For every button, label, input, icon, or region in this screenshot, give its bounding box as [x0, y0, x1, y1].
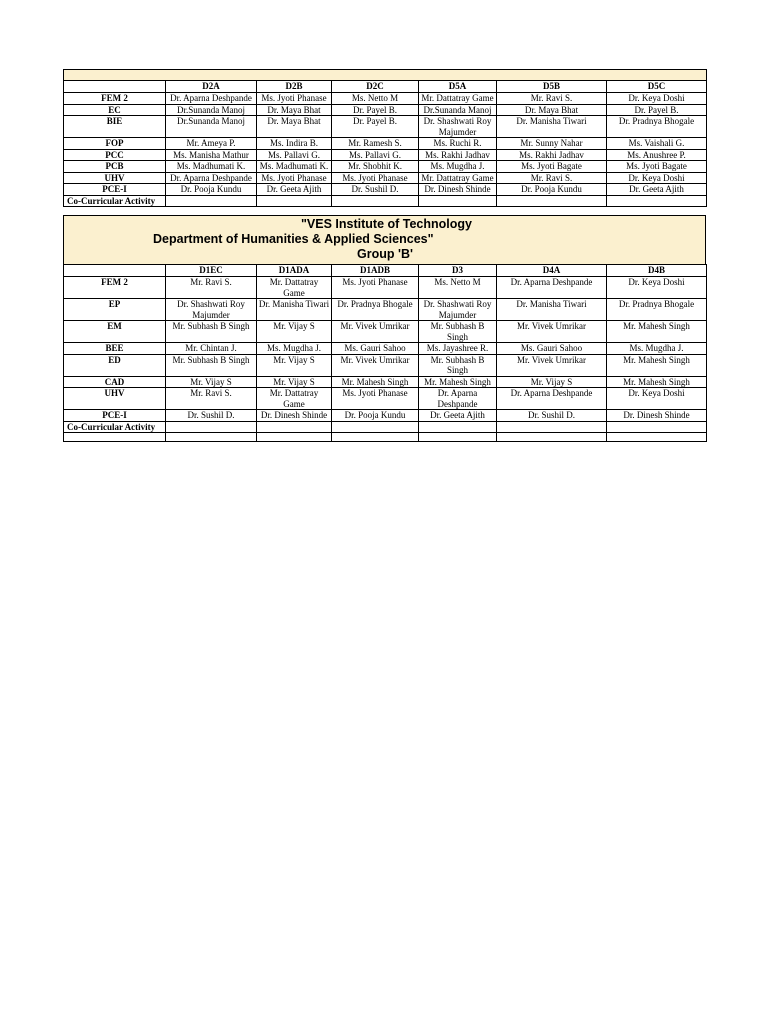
faculty-cell: Ms. Ruchi R. — [419, 138, 497, 150]
header-row — [64, 81, 707, 93]
faculty-cell: Dr. Pradnya Bhogale — [607, 299, 707, 321]
empty-cell — [607, 433, 707, 442]
table-row — [64, 184, 707, 196]
table-row — [64, 104, 707, 116]
table-row — [64, 354, 707, 376]
empty-cell — [419, 421, 497, 433]
faculty-cell: Ms. Jyoti Bagate — [607, 161, 707, 173]
subject-cell: BEE — [64, 343, 166, 355]
subject-cell: PCB — [64, 161, 166, 173]
banner-institute-title: "VES Institute of Technology — [301, 217, 472, 231]
faculty-cell: Ms. Madhumati K. — [257, 161, 332, 173]
faculty-cell: Dr. Payel B. — [332, 116, 419, 138]
faculty-cell: Dr. Pooja Kundu — [332, 410, 419, 422]
faculty-cell: Mr. Dattatray Game — [419, 172, 497, 184]
spreadsheet-page — [63, 69, 706, 442]
header-blank — [64, 81, 166, 93]
faculty-cell: Dr. Payel B. — [607, 104, 707, 116]
faculty-cell: Dr. Sushil D. — [332, 184, 419, 196]
table-row — [64, 376, 707, 388]
subject-cell: UHV — [64, 388, 166, 410]
faculty-cell: Dr. Dinesh Shinde — [607, 410, 707, 422]
faculty-cell: Dr. Aparna Deshpande — [419, 388, 497, 410]
column-header: D2B — [257, 81, 332, 93]
faculty-cell: Mr. Vivek Umrikar — [497, 321, 607, 343]
faculty-cell: Ms. Jyoti Phanase — [332, 388, 419, 410]
faculty-cell: Ms. Mugdha J. — [257, 343, 332, 355]
empty-cell — [166, 433, 257, 442]
faculty-cell: Mr. Ravi S. — [497, 93, 607, 105]
faculty-cell: Dr.Sunanda Manoj — [419, 104, 497, 116]
subject-cell: UHV — [64, 172, 166, 184]
faculty-cell: Mr. Dattatray Game — [257, 388, 332, 410]
column-header: D4B — [607, 265, 707, 277]
column-header: D1ADB — [332, 265, 419, 277]
faculty-cell: Dr. Keya Doshi — [607, 172, 707, 184]
empty-cell — [497, 195, 607, 207]
faculty-cell: Dr. Dinesh Shinde — [419, 184, 497, 196]
faculty-cell: Dr. Aparna Deshpande — [166, 93, 257, 105]
timetable-group-a — [63, 69, 707, 207]
table-row — [64, 343, 707, 355]
column-header: D1EC — [166, 265, 257, 277]
column-header: D2A — [166, 81, 257, 93]
faculty-cell: Dr. Manisha Tiwari — [497, 116, 607, 138]
faculty-cell: Dr. Aparna Deshpande — [497, 388, 607, 410]
faculty-cell: Ms. Jyoti Bagate — [497, 161, 607, 173]
faculty-cell: Dr. Shashwati Roy Majumder — [419, 299, 497, 321]
faculty-cell: Ms. Jyoti Phanase — [257, 172, 332, 184]
faculty-cell: Dr. Maya Bhat — [497, 104, 607, 116]
table-row — [64, 149, 707, 161]
subject-cell: PCE-I — [64, 184, 166, 196]
subject-cell: EP — [64, 299, 166, 321]
subject-cell: FEM 2 — [64, 93, 166, 105]
faculty-cell: Ms. Rakhi Jadhav — [419, 149, 497, 161]
faculty-cell: Dr. Manisha Tiwari — [257, 299, 332, 321]
empty-cell — [257, 195, 332, 207]
faculty-cell: Mr. Vijay S — [257, 354, 332, 376]
faculty-cell: Mr. Vijay S — [497, 376, 607, 388]
faculty-cell: Dr. Maya Bhat — [257, 116, 332, 138]
subject-cell: CAD — [64, 376, 166, 388]
header-row — [64, 265, 707, 277]
faculty-cell: Dr. Shashwati Roy Majumder — [419, 116, 497, 138]
co-curricular-row — [64, 421, 707, 433]
table-row — [64, 277, 707, 299]
table-row — [64, 161, 707, 173]
subject-cell: PCC — [64, 149, 166, 161]
faculty-cell: Mr. Subhash B Singh — [419, 354, 497, 376]
faculty-cell: Dr. Keya Doshi — [607, 277, 707, 299]
faculty-cell: Dr. Dinesh Shinde — [257, 410, 332, 422]
subject-cell: FOP — [64, 138, 166, 150]
faculty-cell: Mr. Subhash B Singh — [166, 354, 257, 376]
table-row — [64, 321, 707, 343]
faculty-cell: Dr. Pradnya Bhogale — [332, 299, 419, 321]
faculty-cell: Dr. Maya Bhat — [257, 104, 332, 116]
faculty-cell: Mr. Vijay S — [257, 321, 332, 343]
faculty-cell: Dr. Keya Doshi — [607, 93, 707, 105]
subject-cell: FEM 2 — [64, 277, 166, 299]
subject-cell: BIE — [64, 116, 166, 138]
faculty-cell: Dr. Geeta Ajith — [607, 184, 707, 196]
empty-cell — [497, 433, 607, 442]
faculty-cell: Ms. Netto M — [419, 277, 497, 299]
table-row — [64, 388, 707, 410]
subject-cell: EC — [64, 104, 166, 116]
faculty-cell: Dr.Sunanda Manoj — [166, 104, 257, 116]
column-header: D2C — [332, 81, 419, 93]
faculty-cell: Mr. Ravi S. — [497, 172, 607, 184]
faculty-cell: Mr. Mahesh Singh — [332, 376, 419, 388]
empty-cell — [257, 421, 332, 433]
table-row — [64, 410, 707, 422]
faculty-cell: Dr.Sunanda Manoj — [166, 116, 257, 138]
column-header: D5C — [607, 81, 707, 93]
faculty-cell: Ms. Indira B. — [257, 138, 332, 150]
faculty-cell: Mr. Mahesh Singh — [607, 321, 707, 343]
faculty-cell: Mr. Shobhit K. — [332, 161, 419, 173]
faculty-cell: Ms. Netto M — [332, 93, 419, 105]
faculty-cell: Mr. Subhash B Singh — [419, 321, 497, 343]
faculty-cell: Ms. Jyoti Phanase — [332, 277, 419, 299]
faculty-cell: Ms. Gauri Sahoo — [332, 343, 419, 355]
faculty-cell: Mr. Mahesh Singh — [419, 376, 497, 388]
faculty-cell: Mr. Ravi S. — [166, 388, 257, 410]
timetable-group-b — [63, 264, 707, 442]
faculty-cell: Ms. Rakhi Jadhav — [497, 149, 607, 161]
faculty-cell: Ms. Manisha Mathur — [166, 149, 257, 161]
faculty-cell: Mr. Ramesh S. — [332, 138, 419, 150]
empty-cell — [607, 195, 707, 207]
table-row — [64, 172, 707, 184]
faculty-cell: Ms. Jyoti Phanase — [257, 93, 332, 105]
faculty-cell: Dr. Shashwati Roy Majumder — [166, 299, 257, 321]
faculty-cell: Ms. Mugdha J. — [607, 343, 707, 355]
co-curricular-row — [64, 195, 707, 207]
faculty-cell: Ms. Madhumati K. — [166, 161, 257, 173]
table-row — [64, 299, 707, 321]
faculty-cell: Dr. Pradnya Bhogale — [607, 116, 707, 138]
faculty-cell: Mr. Sunny Nahar — [497, 138, 607, 150]
faculty-cell: Mr. Chintan J. — [166, 343, 257, 355]
faculty-cell: Dr. Geeta Ajith — [419, 410, 497, 422]
faculty-cell: Dr. Aparna Deshpande — [497, 277, 607, 299]
faculty-cell: Dr. Payel B. — [332, 104, 419, 116]
faculty-cell: Mr. Vivek Umrikar — [332, 321, 419, 343]
empty-cell — [257, 433, 332, 442]
co-curricular-label: Co-Curricular Activity — [64, 421, 166, 433]
banner-department-title: Department of Humanities & Applied Sciences" — [153, 232, 434, 246]
banner-group-title: Group 'B' — [357, 247, 413, 261]
empty-cell — [166, 421, 257, 433]
faculty-cell: Mr. Vijay S — [257, 376, 332, 388]
faculty-cell: Dr. Sushil D. — [166, 410, 257, 422]
faculty-cell: Ms. Jyoti Phanase — [332, 172, 419, 184]
faculty-cell: Mr. Dattatray Game — [257, 277, 332, 299]
faculty-cell: Mr. Ravi S. — [166, 277, 257, 299]
faculty-cell: Ms. Gauri Sahoo — [497, 343, 607, 355]
co-curricular-label: Co-Curricular Activity — [64, 195, 166, 207]
header-blank — [64, 265, 166, 277]
faculty-cell: Ms. Pallavi G. — [332, 149, 419, 161]
column-header: D5A — [419, 81, 497, 93]
column-header: D1ADA — [257, 265, 332, 277]
empty-cell — [332, 195, 419, 207]
faculty-cell: Mr. Mahesh Singh — [607, 376, 707, 388]
empty-cell — [332, 421, 419, 433]
faculty-cell: Ms. Mugdha J. — [419, 161, 497, 173]
faculty-cell: Dr. Pooja Kundu — [497, 184, 607, 196]
column-header: D4A — [497, 265, 607, 277]
table-row — [64, 138, 707, 150]
faculty-cell: Dr. Pooja Kundu — [166, 184, 257, 196]
institute-banner — [63, 215, 706, 264]
faculty-cell: Dr. Manisha Tiwari — [497, 299, 607, 321]
faculty-cell: Dr. Keya Doshi — [607, 388, 707, 410]
faculty-cell: Mr. Vivek Umrikar — [497, 354, 607, 376]
faculty-cell: Ms. Pallavi G. — [257, 149, 332, 161]
faculty-cell: Dr. Sushil D. — [497, 410, 607, 422]
faculty-cell: Dr. Geeta Ajith — [257, 184, 332, 196]
faculty-cell: Mr. Mahesh Singh — [607, 354, 707, 376]
table-row — [64, 93, 707, 105]
empty-cell — [419, 195, 497, 207]
empty-cell — [166, 195, 257, 207]
blank-row — [64, 433, 707, 442]
column-header: D3 — [419, 265, 497, 277]
empty-cell — [64, 433, 166, 442]
faculty-cell: Mr. Dattatray Game — [419, 93, 497, 105]
faculty-cell: Dr. Aparna Deshpande — [166, 172, 257, 184]
empty-cell — [607, 421, 707, 433]
empty-cell — [419, 433, 497, 442]
faculty-cell: Mr. Subhash B Singh — [166, 321, 257, 343]
column-header: D5B — [497, 81, 607, 93]
subject-cell: EM — [64, 321, 166, 343]
subject-cell: ED — [64, 354, 166, 376]
subject-cell: PCE-I — [64, 410, 166, 422]
faculty-cell: Mr. Vijay S — [166, 376, 257, 388]
table-row — [64, 116, 707, 138]
empty-cell — [497, 421, 607, 433]
faculty-cell: Mr. Vivek Umrikar — [332, 354, 419, 376]
faculty-cell: Ms. Jayashree R. — [419, 343, 497, 355]
faculty-cell: Mr. Ameya P. — [166, 138, 257, 150]
faculty-cell: Ms. Vaishali G. — [607, 138, 707, 150]
banner-strip — [64, 70, 707, 81]
faculty-cell: Ms. Anushree P. — [607, 149, 707, 161]
empty-cell — [332, 433, 419, 442]
